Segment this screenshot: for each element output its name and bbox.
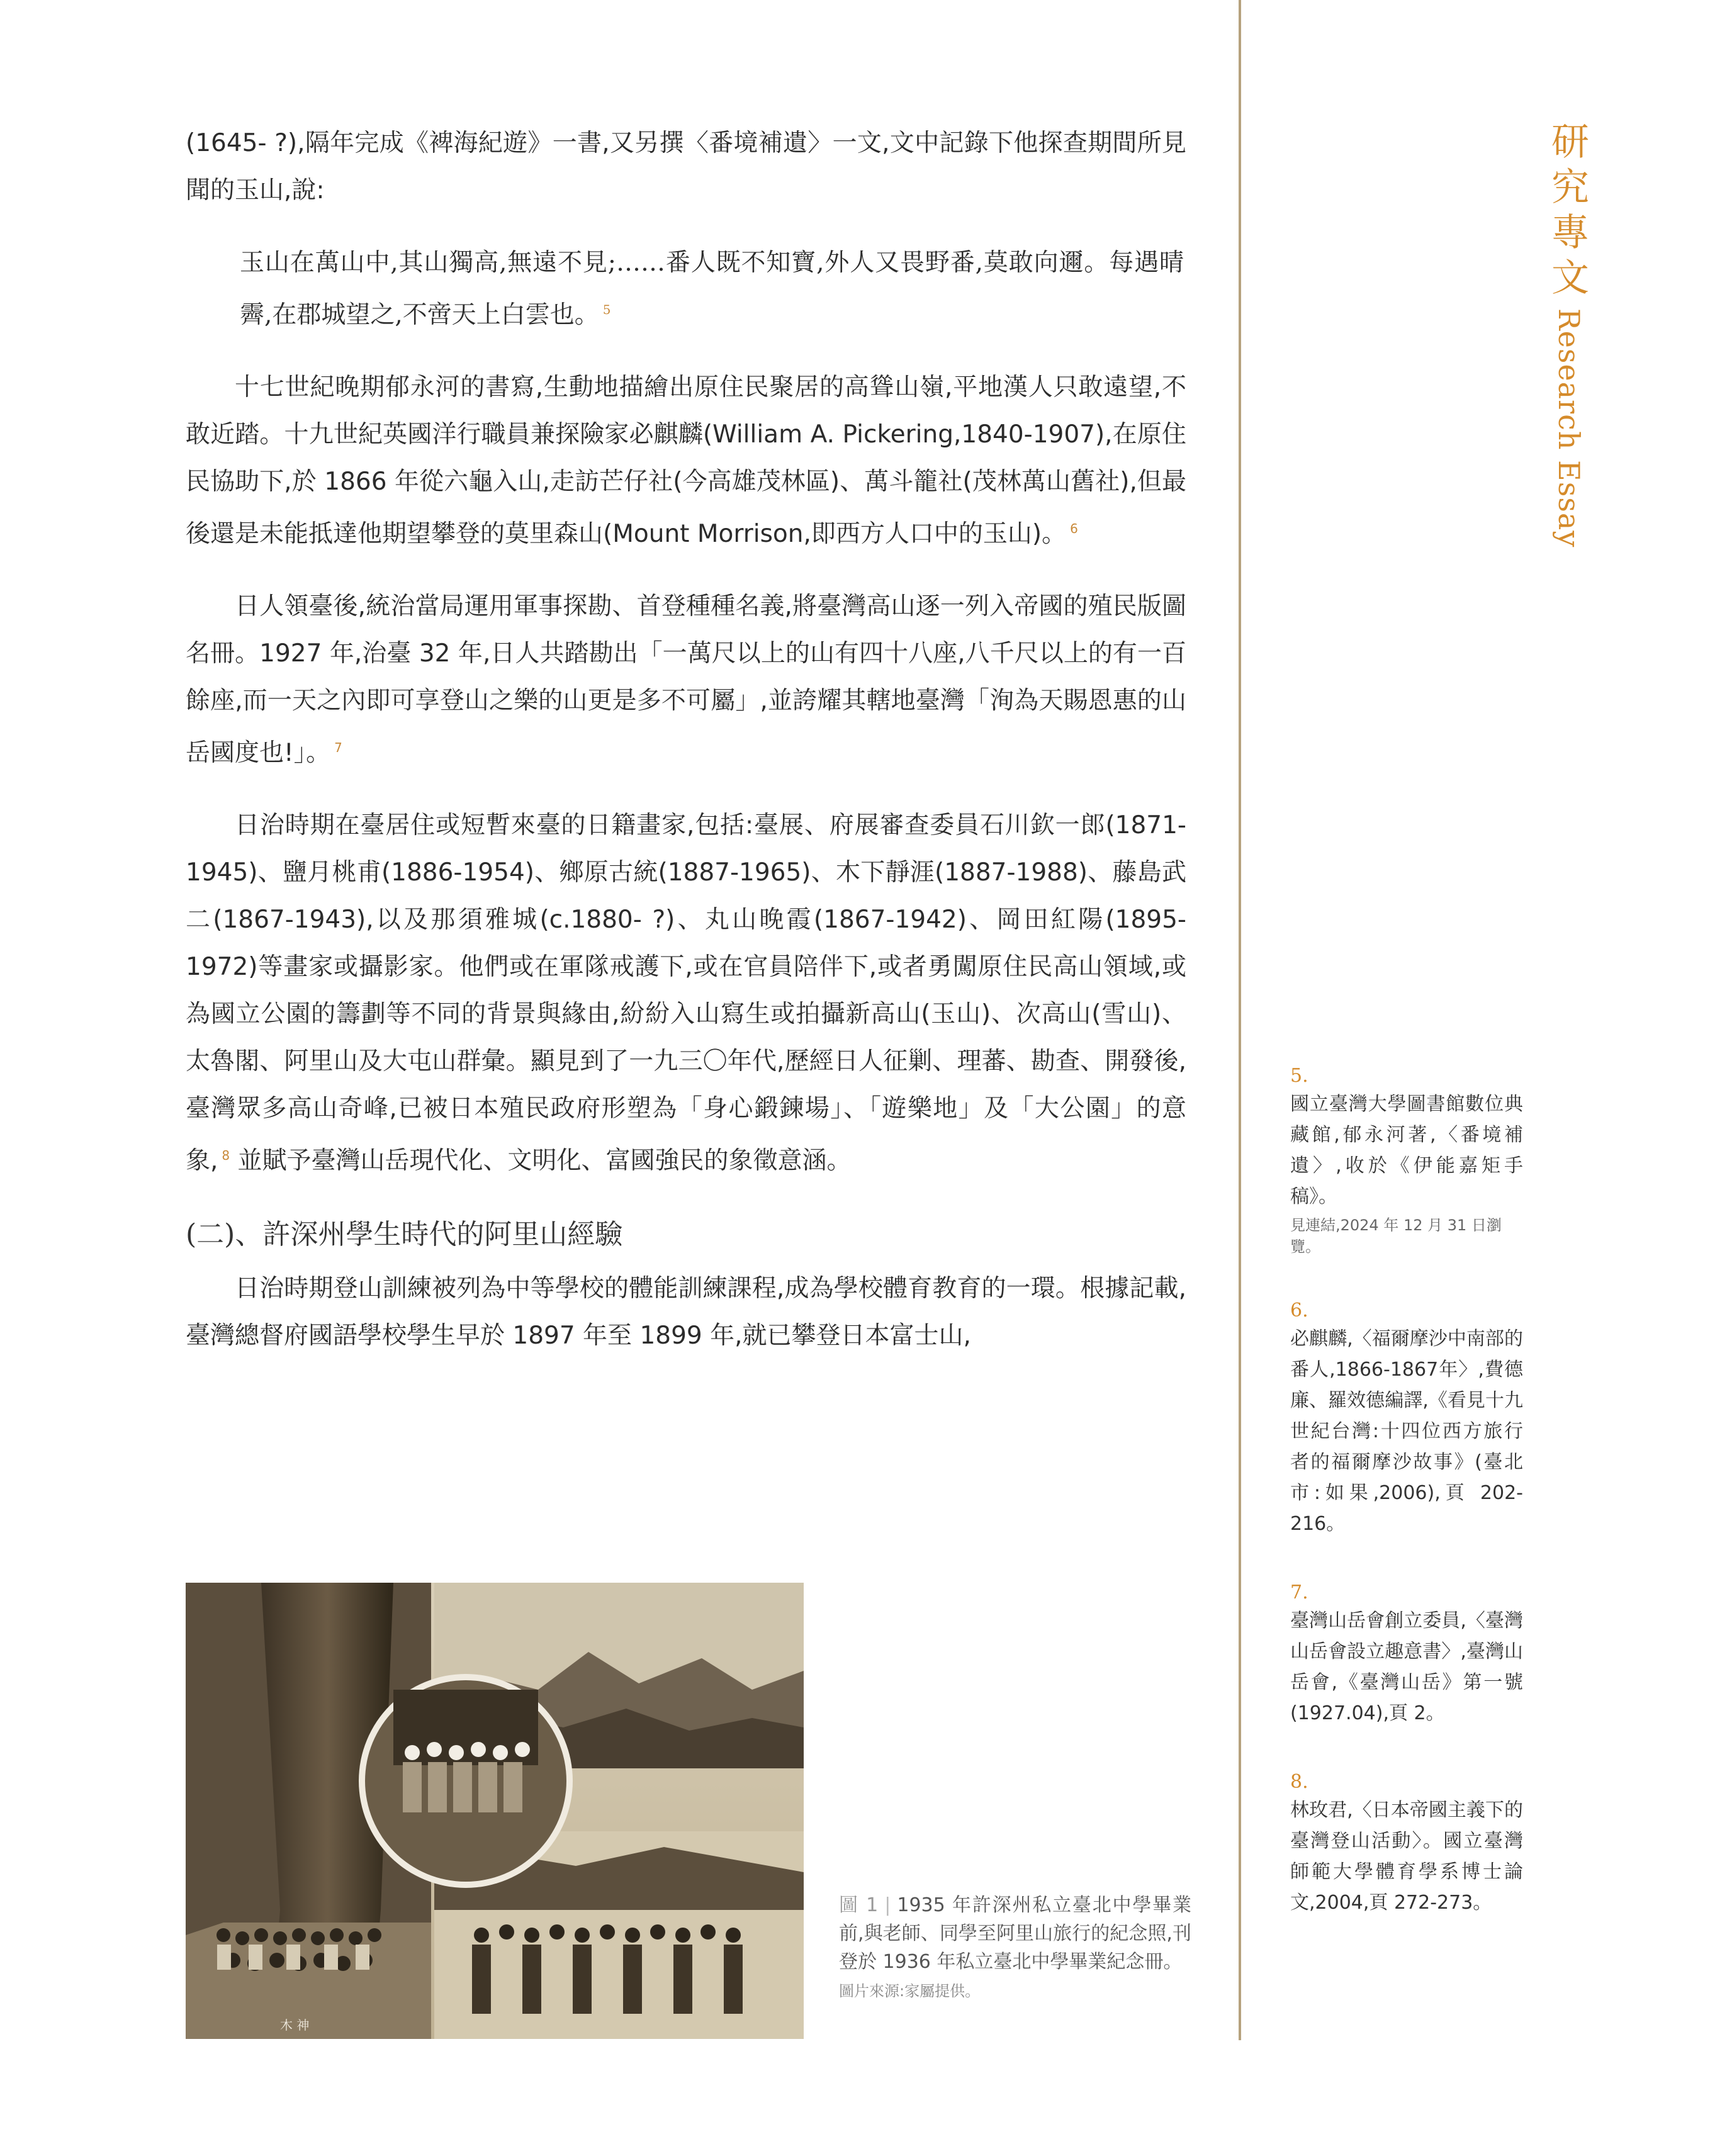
sidenote-text: 臺灣山岳會創立委員,〈臺灣山岳會設立趣意書〉,臺灣山岳會,《臺灣山岳》第一號(1927.04),頁 2。 [1290,1610,1523,1724]
sidenote-6 [1290,1298,1523,1539]
sidenote-link-note[interactable]: 見連結,2024 年 12 月 31 日瀏覽。 [1290,1216,1502,1255]
sidenotes [1290,1064,1523,1959]
section-label [1536,120,1605,548]
sidenote-8 [1290,1770,1523,1918]
sidenote-7 [1290,1580,1523,1729]
photo-label-sacred-tree: 木 神 [280,2018,310,2033]
sidenote-number: 7. [1290,1581,1308,1603]
paragraph-3-text: 日人領臺後,統治當局運用軍事探勘、首登種種名義,將臺灣高山逐一列入帝國的殖民版圖名冊。1927 年,治臺 32 年,日人共踏勘出「一萬尺以上的山有四十八座,八千尺以上的有一百餘座,而一天之內即可享登山之樂的山更是多不可屬」,並誇耀其轄地臺灣「洵為天賜恩惠的山岳國度也!」。 [186,592,1186,767]
quote-text: 玉山在萬山中,其山獨高,無遠不見;……番人既不知寶,外人又畏野番,莫敢向邇。每遇晴霽,在郡城望之,不啻天上白雲也。 [240,249,1184,329]
paragraph-4-text-b: 並賦予臺灣山岳現代化、文明化、富國強民的象徵意涵。 [237,1147,852,1175]
block-quote [240,239,1184,339]
paragraph-2 [186,364,1186,558]
main-text-column [186,120,1186,1384]
caption-divider: | [884,1894,891,1916]
figure-caption-text: 1935 年許深州私立臺北中學畢業前,與老師、同學至阿里山旅行的紀念照,刊登於 1936 年私立臺北中學畢業紀念冊。 [839,1894,1191,1973]
footnote-ref-8[interactable]: 8 [222,1148,230,1163]
figure-1-photo [186,1583,804,2039]
section-label-char-2: 究 [1551,166,1589,210]
section-label-char-1: 研 [1551,120,1589,164]
column-divider [1239,0,1241,2040]
footnote-ref-6[interactable]: 6 [1070,521,1078,536]
paragraph-5: 日治時期登山訓練被列為中等學校的體能訓練課程,成為學校體育教育的一環。根據記載,臺灣總督府國語學校學生早於 1897 年至 1899 年,就已攀登日本富士山, [186,1274,1186,1350]
footnote-ref-7[interactable]: 7 [334,740,342,755]
paragraph-4 [186,802,1186,1184]
sidenote-text: 國立臺灣大學圖書館數位典藏館,郁永河著,〈番境補遺〉,收於《伊能嘉矩手稿》。 [1290,1093,1523,1208]
section-label-english: Research Essay [1552,308,1586,548]
paragraph-4-text-a: 日治時期在臺居住或短暫來臺的日籍畫家,包括:臺展、府展審查委員石川欽一郎(1871-1945)、鹽月桃甫(1886-1954)、鄉原古統(1887-1965)、木下靜涯(1887-1988)、藤島武二(1867-1943),以及那須雅城(c.1880- ?)、丸山晚霞(1867-1942)、岡田紅陽(1895-1972)等畫家或攝影家。他們或在軍隊戒護下,或在官員陪伴下,或者勇闖原住民高山領域,或為國立公園的籌劃等不同的背景與緣由,紛紛入山寫生或拍攝新高山(玉山)、次高山(雪山)、太魯閣、阿里山及大屯山群彙。顯見到了一九三〇年代,歷經日人征剿、理蕃、勘查、開發後,臺灣眾多高山奇峰,已被日本殖民政府形塑為「身心鍛鍊場」、「遊樂地」及「大公園」的意象, [186,811,1186,1175]
alishan-collage-photo [186,1583,804,2039]
figure-label: 圖 1 [839,1894,879,1916]
figure-caption [839,1891,1191,2002]
paragraph-2-text: 十七世紀晚期郁永河的書寫,生動地描繪出原住民聚居的高聳山嶺,平地漢人只敢遠望,不敢近踏。十九世紀英國洋行職員兼探險家必麒麟(William A. Pickering,1840-1907),在原住民協助下,於 1866 年從六龜入山,走訪芒仔社(今高雄茂林區)、萬斗籠社(茂林萬山舊社),但最後還是未能抵達他期望攀登的莫里森山(Mount Morrison,即西方人口中的玉山)。 [186,373,1186,548]
section-label-char-4: 文 [1551,256,1589,300]
paragraph-1: (1645- ?),隔年完成《裨海紀遊》一書,又另撰〈番境補遺〉一文,文中記錄下他探查期間所見聞的玉山,說: [186,129,1186,205]
sidenote-number: 8. [1290,1771,1308,1793]
sidenote-number: 6. [1290,1300,1308,1322]
sidenote-number: 5. [1290,1065,1308,1087]
footnote-ref-5[interactable]: 5 [602,302,611,317]
figure-source: 圖片來源:家屬提供。 [839,1982,981,2000]
sidenote-5 [1290,1064,1523,1257]
section-heading: (二)、許深州學生時代的阿里山經驗 [186,1218,623,1250]
paragraph-3 [186,583,1186,777]
sidenote-text: 必麒麟,〈福爾摩沙中南部的番人,1866-1867年〉,費德廉、羅效德編譯,《看見十九世紀台灣:十四位西方旅行者的福爾摩沙故事》(臺北市:如果,2006),頁 202-216。 [1290,1328,1523,1535]
section-label-char-3: 專 [1551,211,1589,255]
sidenote-text: 林玫君,〈日本帝國主義下的臺灣登山活動〉。國立臺灣師範大學體育學系博士論文,2004,頁 272-273。 [1290,1799,1523,1914]
